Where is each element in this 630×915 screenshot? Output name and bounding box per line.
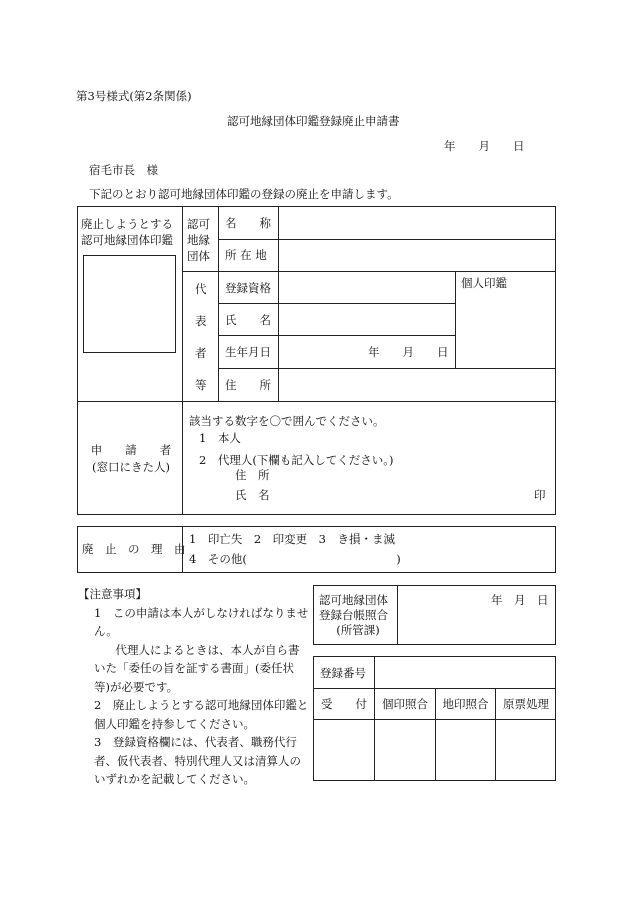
- reason-line-2: 4 その他( ): [189, 552, 401, 566]
- ledger-box: [313, 585, 556, 645]
- note-item-3: 3 登録資格欄には、代表者、職務代行者、仮代表者、特別代理人又は清算人のいずれかを記載してください。: [94, 735, 301, 786]
- applicant-sublabel: (窓口にきた人): [92, 460, 170, 474]
- page-title: 認可地縁団体印鑑登録廃止申請書: [227, 114, 400, 128]
- reason-line-1: 1 印亡失 2 印変更 3 き損・ま滅: [189, 532, 395, 546]
- note-item-1b: 代理人によるときは、本人が自ら書いた「委任の旨を証する書面」(委任状等)が必要です。: [94, 642, 300, 694]
- notes-section: [78, 585, 309, 789]
- ledger-date: 年 月 日: [491, 593, 549, 607]
- ledger-label-1: 認可地縁団体: [319, 593, 388, 607]
- personal-seal-label: 個人印鑑: [461, 276, 507, 290]
- group-label-3: 団体: [187, 249, 210, 263]
- main-table: [77, 206, 556, 515]
- residence-label: 住 所: [225, 378, 271, 392]
- rep-char-2: 表: [195, 314, 207, 328]
- col-group-seal-check: 地印照合: [442, 697, 489, 711]
- applicant-name: 氏 名: [235, 488, 270, 502]
- rep-char-4: 等: [195, 378, 207, 392]
- applicant-instruction: 該当する数字を〇で囲んでください。: [189, 414, 385, 428]
- address-label: 所 在 地: [225, 248, 267, 262]
- col-record-processing: 原票処理: [503, 697, 549, 711]
- person-name-label: 氏 名: [225, 313, 271, 327]
- intro-text: 下記のとおり認可地縁団体印鑑の登録の廃止を申請します。: [89, 187, 399, 201]
- reason-table: [77, 526, 556, 573]
- reg-qualification-label: 登録資格: [225, 281, 271, 295]
- seal-label: 廃止しようとする認可地縁団体印鑑: [81, 217, 173, 247]
- note-item-2: 2 廃止しようとする認可地縁団体印鑑と個人印鑑を持参してください。: [94, 698, 309, 731]
- rep-char-3: 者: [195, 346, 207, 360]
- applicant-label: 申 請 者: [90, 443, 172, 457]
- birthdate-label: 生年月日: [225, 345, 271, 359]
- col-reception: 受 付: [321, 697, 367, 711]
- notes-heading: 【注意事項】: [78, 587, 147, 601]
- applicant-option-1: 1 本人: [199, 431, 241, 445]
- ledger-label-2: 登録台帳照合: [319, 608, 388, 622]
- rep-char-1: 代: [195, 282, 207, 296]
- processing-table: [313, 656, 556, 781]
- group-label-1: 認可: [187, 217, 210, 231]
- applicant-seal-mark: 印: [534, 488, 546, 502]
- group-label-2: 地縁: [187, 233, 210, 247]
- note-item-1: 1 この申請は本人がしなければなりません。: [94, 605, 309, 638]
- form-number: 第3号様式(第2条関係): [76, 89, 192, 103]
- birthdate-value: 年 月 日: [368, 345, 449, 359]
- reason-label: 廃 止 の 理 由: [82, 542, 186, 556]
- name-label: 名 称: [225, 216, 271, 230]
- date-field: 年 月 日: [444, 139, 525, 153]
- applicant-option-2: 2 代理人(下欄も記入してください。): [199, 453, 394, 467]
- addressee: 宿毛市長 様: [89, 163, 158, 177]
- col-personal-seal-check: 個印照合: [382, 697, 428, 711]
- applicant-address: 住 所: [235, 468, 270, 482]
- reg-number-label: 登録番号: [320, 666, 366, 680]
- seal-box: [83, 255, 176, 353]
- ledger-label-3: (所管課): [336, 623, 380, 637]
